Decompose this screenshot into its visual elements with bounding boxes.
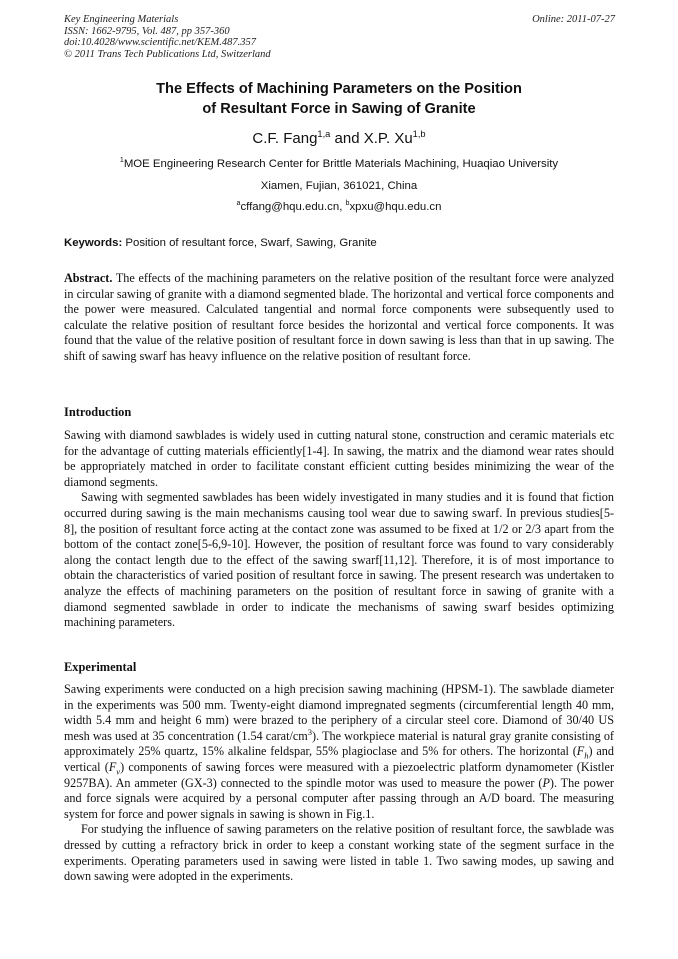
title-line-1: The Effects of Machining Parameters on the Position <box>156 81 522 97</box>
author-1-affil: 1,a <box>317 129 331 139</box>
email-separator: , <box>339 201 346 213</box>
paper-title <box>64 80 614 119</box>
author-list <box>64 129 614 149</box>
exp-sup: 3 <box>307 726 313 737</box>
email-line <box>64 197 614 219</box>
title-line-2: of Resultant Force in Sawing of Granite <box>202 100 476 117</box>
email-b-marker: b <box>345 200 350 208</box>
author-2: X.P. Xu <box>363 130 413 147</box>
email-a-marker: a <box>236 200 241 208</box>
keywords-label: Keywords: <box>64 237 123 249</box>
author-2-affil: 1,b <box>412 129 426 139</box>
symbol-f: F <box>576 744 585 759</box>
intro-paragraph-2: Sawing with segmented sawblades has been widely investigated in many studies and it is found that fiction occurred during sawing is the main mechanisms causing tool wear due to sawing swarf. In previous studies[5-8], the position of resultant force acting at the contact zone was assumed to be fixed at 1/2 or 2/3 apart from the bottom of the contact zone[5-6,9-10]. However, the position of resultant force was found to vary considerably along the contact length due to the effect of the sawing swarf[11,12]. Therefore, it is of most importance to obtain the characteristics of varied position of resultant force in sawing. The present research was undertaken to analyze the effects of machining parameters on the position of resultant force in sawing of granite with a diamond segmented sawblade in order to indicate the mechanisms of sawing swarf besides optimizing machining parameters. <box>64 490 614 630</box>
doi-line: doi:10.4028/www.scientific.net/KEM.487.357 <box>64 37 256 49</box>
section-heading-introduction: Introduction <box>64 405 132 419</box>
symbol-f-v: F <box>108 759 117 774</box>
abstract <box>64 271 614 365</box>
introduction-body <box>64 428 614 631</box>
email-b: xpxu@hqu.edu.cn <box>349 201 442 213</box>
symbol-p: P <box>542 775 550 790</box>
copyright-line: © 2011 Trans Tech Publications Ltd, Switzerland <box>64 48 271 60</box>
affiliation-line-1 <box>64 154 614 176</box>
keywords-text: Position of resultant force, Swarf, Sawing, Granite <box>122 237 377 249</box>
exp-text-b: ). The workpiece material is natural gray granite consisting of approximately 25% quartz, 15% alkaline feldspar, 55% plagioclase and 5% for others. The horizontal ( <box>64 728 614 759</box>
author-and: and <box>330 130 364 147</box>
affiliation <box>64 154 614 219</box>
email-a: cffang@hqu.edu.cn <box>240 201 340 213</box>
exp-text-a: Sawing experiments were conducted on a high precision sawing machining (HPSM-1). The sawblade diameter in the experiments was 500 mm. Twenty-eight diamond impregnated segments (circumferential length 40 mm, width 5.4 mm and height 6 mm) were brazed to the periphery of a circular steel core. Diamond of 30/40 US mesh was used at 35 concentration (1.54 carat/cm <box>64 682 614 743</box>
symbol-h: h <box>584 750 589 761</box>
experimental-paragraph-1 <box>64 682 614 822</box>
affiliation-institution: MOE Engineering Research Center for Brittle Materials Machining, Huaqiao University <box>123 158 559 170</box>
keywords <box>64 236 614 250</box>
abstract-label: Abstract. <box>64 271 113 285</box>
exp-text-d: ) components of sawing forces were measured with a piezoelectric platform dynamometer (Kistler 9257BA). An ammeter (GX-3) connected to the spindle motor was used to measure the power ( <box>64 759 614 790</box>
journal-name: Key Engineering Materials <box>64 14 179 25</box>
experimental-body <box>64 682 614 885</box>
issn-line: ISSN: 1662-9795, Vol. 487, pp 357-360 <box>64 25 230 37</box>
symbol-v: v <box>116 766 121 777</box>
journal-header <box>64 14 271 60</box>
affiliation-line-2: Xiamen, Fujian, 361021, China <box>260 179 418 192</box>
abstract-text: The effects of the machining parameters on the relative position of the resultant force were analyzed in circular sawing of granite with a diamond segmented blade. The horizontal and vertical force components and the power were measured. Calculated tangential and normal force components were subsequently used to calculate the relative position of resultant force besides the horizontal and vertical force components. It was found that the value of the relative position of resultant force in down sawing is less than that in up sawing. The shift of sawing swarf has heavy influence on the relative position of resultant force. <box>64 271 614 363</box>
author-1: C.F. Fang <box>252 130 318 147</box>
section-heading-experimental: Experimental <box>64 660 137 674</box>
experimental-paragraph-2: For studying the influence of sawing parameters on the relative position of resultant force, the sawblade was dressed by cutting a refractory brick in order to keep a constant working state of the segment surface in the experiments. Operating parameters used in sawing were listed in table 1. Two sawing modes, up sawing and down sawing were adopted in the experiments. <box>64 822 614 884</box>
intro-paragraph-1: Sawing with diamond sawblades is widely used in cutting natural stone, construction and ceramic materials etc for the advantage of cutting materials efficiently[1-4]. In sawing, the matrix and the diamond wear rates should be appropriately matched in order to facilitate constant efficient cutting besides minimizing the wear of the diamond segments. <box>64 428 614 489</box>
exp-text-c: ) and vertical ( <box>64 744 614 774</box>
online-date: Online: 2011-07-27 <box>532 14 615 25</box>
affiliation-number: 1 <box>119 157 124 165</box>
exp-text-e: ). The power and force signals were acquired by a personal computer after passing through an A/D board. The measuring system for force and power signals in sawing is shown in Fig.1. <box>64 775 614 821</box>
